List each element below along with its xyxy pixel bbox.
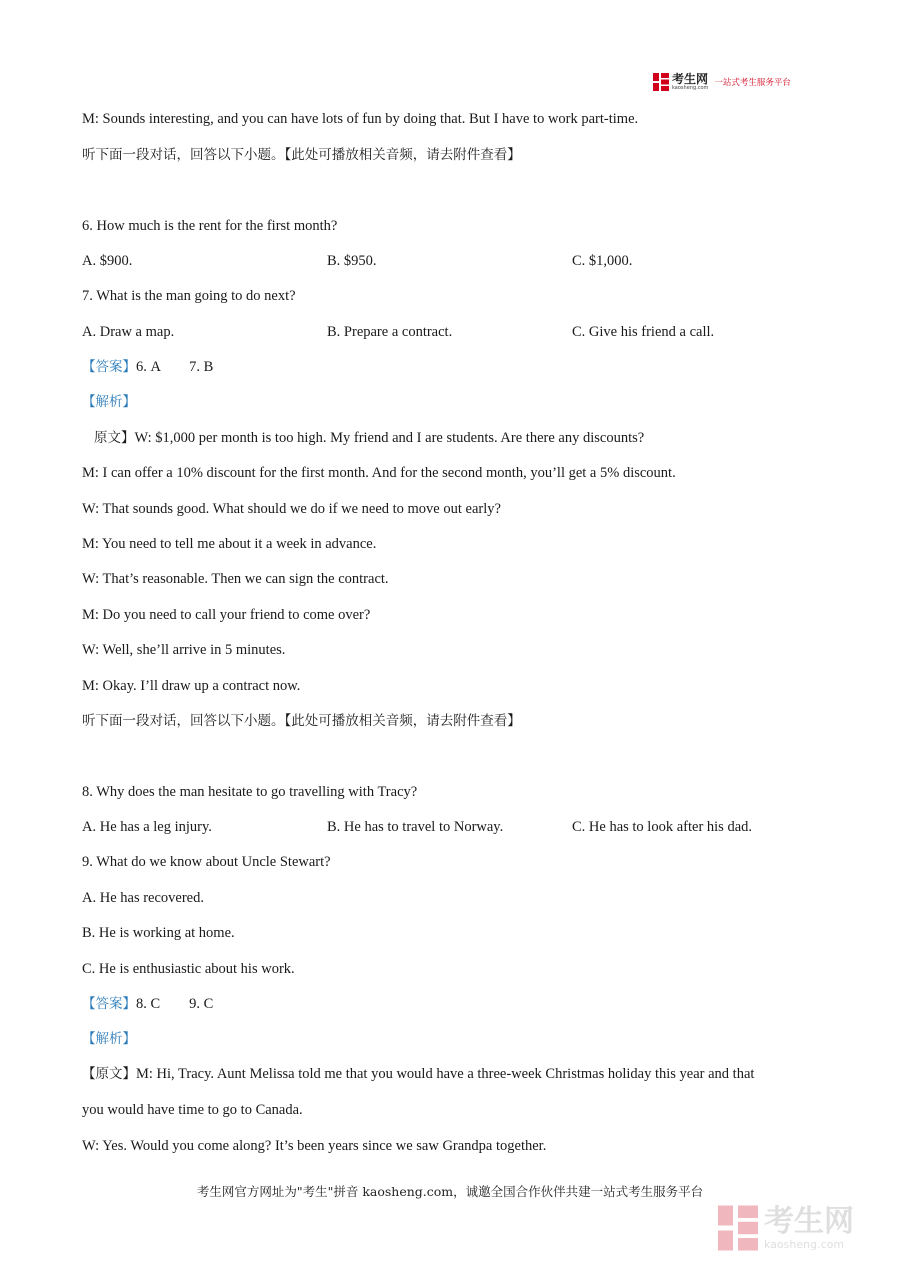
q7-option-a: A. Draw a map. [82,324,175,340]
q9-option-b: B. He is working at home. [82,925,235,941]
dialogue-line: M: You need to tell me about it a week in advance. [82,536,377,552]
answer-tag: 【答案】 [82,996,136,1012]
answer-line [82,995,213,1013]
audio-instruction: 听下面一段对话，回答以下小题。【此处可播放相关音频，请去附件查看】 [82,147,521,163]
q6-option-c: C. $1,000. [572,253,633,269]
question-7: 7. What is the man going to do next? [82,288,296,304]
logo-slogan: 一站式考生服务平台 [714,78,791,88]
answer-value: 8. C 9. C [136,996,214,1012]
dialogue-line: W: Well, she’ll arrive in 5 minutes. [82,642,286,658]
q6-option-b: B. $950. [327,253,377,269]
audio-instruction: 听下面一段对话，回答以下小题。【此处可播放相关音频，请去附件查看】 [82,713,521,729]
q7-option-c: C. Give his friend a call. [572,324,715,340]
watermark-en: kaosheng.com [764,1237,845,1251]
logo-cn: 考生网 [672,72,709,86]
q6-option-a: A. $900. [82,253,133,269]
dialogue-line: M: Okay. I’ll draw up a contract now. [82,678,301,694]
dialogue-line: W: That sounds good. What should we do if we need to move out early? [82,501,501,517]
q9-option-a: A. He has recovered. [82,890,204,906]
dialogue-line: M: Sounds interesting, and you can have lots of fun by doing that. But I have to work part-time. [82,111,639,127]
q8-option-c: C. He has to look after his dad. [572,819,753,835]
page-footer: 考生网官方网址为"考生"拼音 kaosheng.com，诚邀全国合作伙伴共建一站式考生服务平台 [196,1184,704,1199]
original-text: W: $1,000 per month is too high. My friend and I are students. Are there any discounts? [134,430,645,446]
dialogue-line: W: Yes. Would you come along? It’s been years since we saw Grandpa together. [82,1138,547,1154]
analysis-tag: 【解析】 [82,1031,136,1047]
logo-en: kaosheng.com [672,85,709,91]
answer-value: 6. A 7. B [136,359,214,375]
original-tag: 【原文】 [82,1066,136,1082]
site-logo [653,73,791,91]
watermark-mark-icon [718,1205,758,1251]
q8-option-a: A. He has a leg injury. [82,819,212,835]
original-text-line [82,1065,754,1083]
watermark-cn: 考生网 [764,1203,854,1239]
answer-tag: 【答案】 [82,359,136,375]
answer-line [82,358,213,376]
dialogue-line: M: Do you need to call your friend to come over? [82,607,371,623]
q9-option-c: C. He is enthusiastic about his work. [82,961,295,977]
original-text-line [94,429,644,447]
q7-option-b: B. Prepare a contract. [327,324,453,340]
watermark-logo [718,1205,854,1251]
q8-option-b: B. He has to travel to Norway. [327,819,504,835]
original-text: M: Hi, Tracy. Aunt Melissa told me that you would have a three-week Christmas holiday this year and that [136,1066,755,1082]
original-tag: 原文】 [94,430,135,446]
analysis-tag: 【解析】 [82,394,136,410]
dialogue-line: M: I can offer a 10% discount for the first month. And for the second month, you’ll get a 5% discount. [82,465,676,481]
dialogue-line: W: That’s reasonable. Then we can sign the contract. [82,571,389,587]
original-text-continued: you would have time to go to Canada. [82,1102,303,1118]
question-9: 9. What do we know about Uncle Stewart? [82,854,331,870]
question-8: 8. Why does the man hesitate to go travelling with Tracy? [82,784,418,800]
logo-mark-icon [653,73,669,91]
question-6: 6. How much is the rent for the first month? [82,218,338,234]
